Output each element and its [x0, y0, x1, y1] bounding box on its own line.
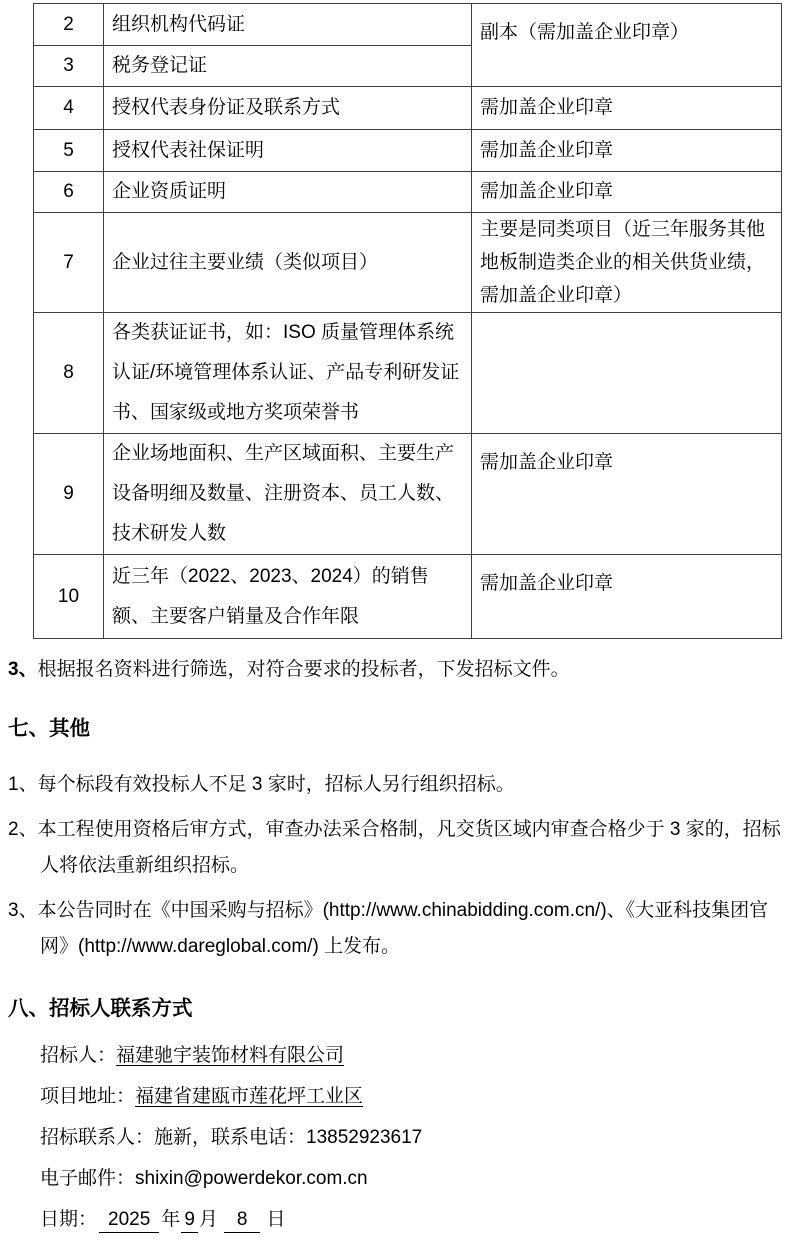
document-name-cell: 企业资质证明 [104, 172, 472, 213]
bidder-label: 招标人： [40, 1045, 117, 1066]
row-number-cell: 6 [34, 172, 104, 213]
project-address-value: 福建省建瓯市莲花坪工业区 [135, 1086, 364, 1107]
remark-cell: 需加盖企业印章 [472, 172, 782, 213]
contact-info-block [40, 1035, 788, 1240]
section-7-item-2: 2、本工程使用资格后审方式，审查办法采合格制，凡交货区域内审查合格少于 3 家的，招标人将依法重新组织招标。 [8, 819, 781, 876]
date-year-unit: 年 [161, 1209, 181, 1230]
step-3-number: 3、 [8, 659, 38, 680]
table-row [34, 434, 782, 555]
project-address-line [40, 1076, 788, 1117]
table-row [34, 87, 782, 130]
row-number-cell: 9 [34, 434, 104, 555]
section-7-item-1: 1、每个标段有效投标人不足 3 家时，招标人另行组织招标。 [8, 774, 515, 795]
document-name-cell: 企业过往主要业绩（类似项目） [104, 213, 472, 313]
table-row [34, 130, 782, 172]
step-3-text: 根据报名资料进行筛选，对符合要求的投标者，下发招标文件。 [37, 659, 570, 680]
step-3-paragraph [8, 655, 788, 685]
document-name-cell: 授权代表身份证及联系方式 [104, 87, 472, 130]
document-name-cell: 近三年（2022、2023、2024）的销售额、主要客户销量及合作年限 [104, 555, 472, 639]
remark-cell: 主要是同类项目（近三年服务其他地板制造类企业的相关供货业绩，需加盖企业印章） [472, 213, 782, 313]
remark-cell: 副本（需加盖企业印章） [472, 4, 782, 87]
contact-person-line: 招标联系人：施新，联系电话：13852923617 [40, 1127, 423, 1148]
row-number-cell: 4 [34, 87, 104, 130]
document-name-cell: 各类获证证书，如：ISO 质量管理体系统认证/环境管理体系认证、产品专利研发证书、国家级或地方奖项荣誉书 [104, 313, 472, 434]
remark-cell: 需加盖企业印章 [472, 555, 782, 639]
row-number-cell: 7 [34, 213, 104, 313]
date-month-value: 9 [181, 1208, 198, 1233]
project-address-label: 项目地址： [40, 1086, 136, 1107]
bidder-name: 福建驰宇装饰材料有限公司 [116, 1045, 345, 1066]
bidder-line [40, 1035, 788, 1076]
document-name-cell: 税务登记证 [104, 46, 472, 87]
table-row [34, 172, 782, 213]
date-month-unit: 月 [198, 1209, 218, 1230]
date-line [40, 1199, 788, 1240]
section-7-item-3: 3、本公告同时在《中国采购与招标》(http://www.chinabidding.com.cn/)、《大亚科技集团官网》(http://www.dareglobal.com/) 上发布。 [8, 900, 769, 957]
document-body [8, 655, 788, 1240]
row-number-cell: 2 [34, 4, 104, 46]
remark-cell: 需加盖企业印章 [472, 130, 782, 172]
row-number-cell: 5 [34, 130, 104, 172]
row-number-cell: 8 [34, 313, 104, 434]
required-documents-table [33, 3, 782, 639]
table-row [34, 313, 782, 434]
date-day-value: 8 [224, 1208, 261, 1233]
section-7-heading: 七、其他 [8, 717, 90, 740]
section-7-items [8, 767, 788, 965]
tender-notice-page [0, 3, 800, 1230]
email-line: 电子邮件：shixin@powerdekor.com.cn [40, 1168, 368, 1189]
remark-cell: 需加盖企业印章 [472, 87, 782, 130]
document-name-cell: 授权代表社保证明 [104, 130, 472, 172]
row-number-cell: 10 [34, 555, 104, 639]
remark-cell [472, 313, 782, 434]
table-row [34, 555, 782, 639]
document-name-cell: 组织机构代码证 [104, 4, 472, 46]
date-day-unit: 日 [266, 1209, 286, 1230]
table-row [34, 4, 782, 46]
row-number-cell: 3 [34, 46, 104, 87]
date-label: 日期： [40, 1209, 98, 1230]
document-name-cell: 企业场地面积、生产区域面积、主要生产设备明细及数量、注册资本、员工人数、技术研发人数 [104, 434, 472, 555]
table-row [34, 213, 782, 313]
remark-cell: 需加盖企业印章 [472, 434, 782, 555]
section-8-heading: 八、招标人联系方式 [8, 997, 193, 1020]
date-year-value: 2025 [99, 1208, 159, 1233]
